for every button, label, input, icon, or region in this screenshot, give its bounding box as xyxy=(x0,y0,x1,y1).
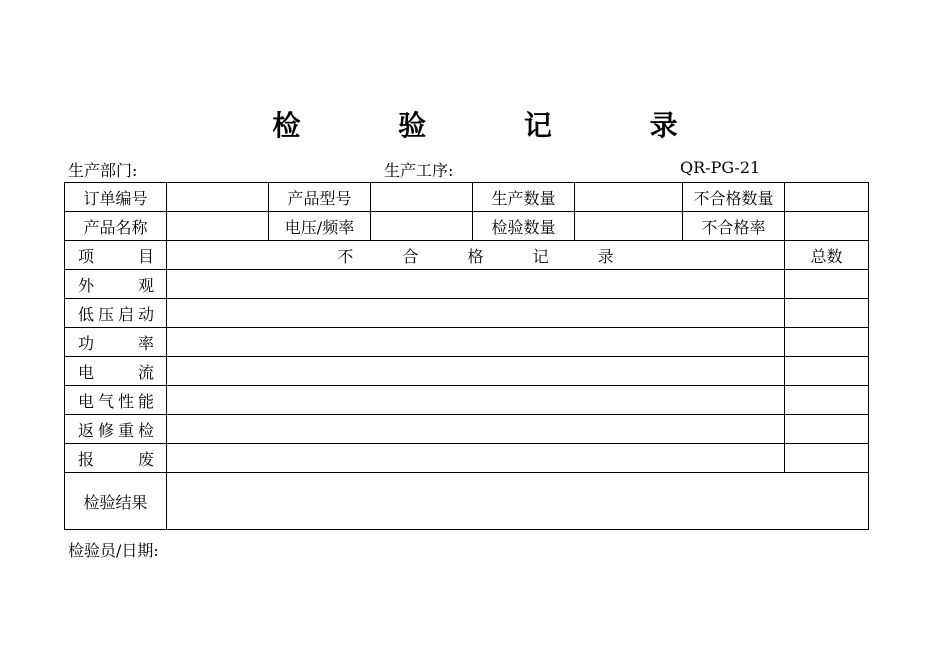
item-label: 报 废 xyxy=(65,444,167,473)
total-cell[interactable] xyxy=(785,328,869,357)
product-model-label: 产品型号 xyxy=(269,183,371,212)
inspection-quantity-label: 检验数量 xyxy=(473,212,575,241)
defect-record-cell[interactable] xyxy=(167,270,785,299)
total-header: 总数 xyxy=(785,241,869,270)
item-row xyxy=(65,270,869,299)
defect-record-header: 不 合 格 记 录 xyxy=(167,241,785,270)
total-cell[interactable] xyxy=(785,415,869,444)
header-row-2 xyxy=(65,212,869,241)
item-label: 功 率 xyxy=(65,328,167,357)
order-number-cell[interactable] xyxy=(167,183,269,212)
production-quantity-label: 生产数量 xyxy=(473,183,575,212)
form-code: QR-PG-21 xyxy=(680,158,761,177)
item-label: 返修重检 xyxy=(65,415,167,444)
total-cell[interactable] xyxy=(785,270,869,299)
defect-record-cell[interactable] xyxy=(167,328,785,357)
header-row-1 xyxy=(65,183,869,212)
item-row xyxy=(65,357,869,386)
defect-quantity-label: 不合格数量 xyxy=(683,183,785,212)
voltage-frequency-label: 电压/频率 xyxy=(269,212,371,241)
section-header-row xyxy=(65,241,869,270)
inspection-result-cell[interactable] xyxy=(167,473,869,530)
page-title: 检 验 记 录 xyxy=(272,109,722,142)
total-cell[interactable] xyxy=(785,357,869,386)
defect-quantity-cell[interactable] xyxy=(785,183,869,212)
item-row xyxy=(65,386,869,415)
item-label: 电气性能 xyxy=(65,386,167,415)
defect-rate-label: 不合格率 xyxy=(683,212,785,241)
item-header: 项 目 xyxy=(65,241,167,270)
product-name-label: 产品名称 xyxy=(65,212,167,241)
product-model-cell[interactable] xyxy=(371,183,473,212)
production-dept-label: 生产部门: xyxy=(68,161,138,180)
defect-record-cell[interactable] xyxy=(167,415,785,444)
inspector-date-label: 检验员/日期: xyxy=(68,541,159,560)
defect-record-cell[interactable] xyxy=(167,357,785,386)
product-name-cell[interactable] xyxy=(167,212,269,241)
result-row xyxy=(65,473,869,530)
total-cell[interactable] xyxy=(785,386,869,415)
inspection-record-table xyxy=(64,182,869,530)
item-label: 外 观 xyxy=(65,270,167,299)
production-process-label: 生产工序: xyxy=(384,161,454,180)
total-cell[interactable] xyxy=(785,444,869,473)
defect-rate-cell[interactable] xyxy=(785,212,869,241)
total-cell[interactable] xyxy=(785,299,869,328)
voltage-frequency-cell[interactable] xyxy=(371,212,473,241)
production-quantity-cell[interactable] xyxy=(575,183,683,212)
item-label: 低压启动 xyxy=(65,299,167,328)
defect-record-cell[interactable] xyxy=(167,444,785,473)
defect-record-cell[interactable] xyxy=(167,299,785,328)
order-number-label: 订单编号 xyxy=(65,183,167,212)
item-row xyxy=(65,328,869,357)
defect-record-cell[interactable] xyxy=(167,386,785,415)
inspection-result-label: 检验结果 xyxy=(65,473,167,530)
item-row xyxy=(65,299,869,328)
item-row xyxy=(65,415,869,444)
inspection-quantity-cell[interactable] xyxy=(575,212,683,241)
item-label: 电 流 xyxy=(65,357,167,386)
item-row xyxy=(65,444,869,473)
